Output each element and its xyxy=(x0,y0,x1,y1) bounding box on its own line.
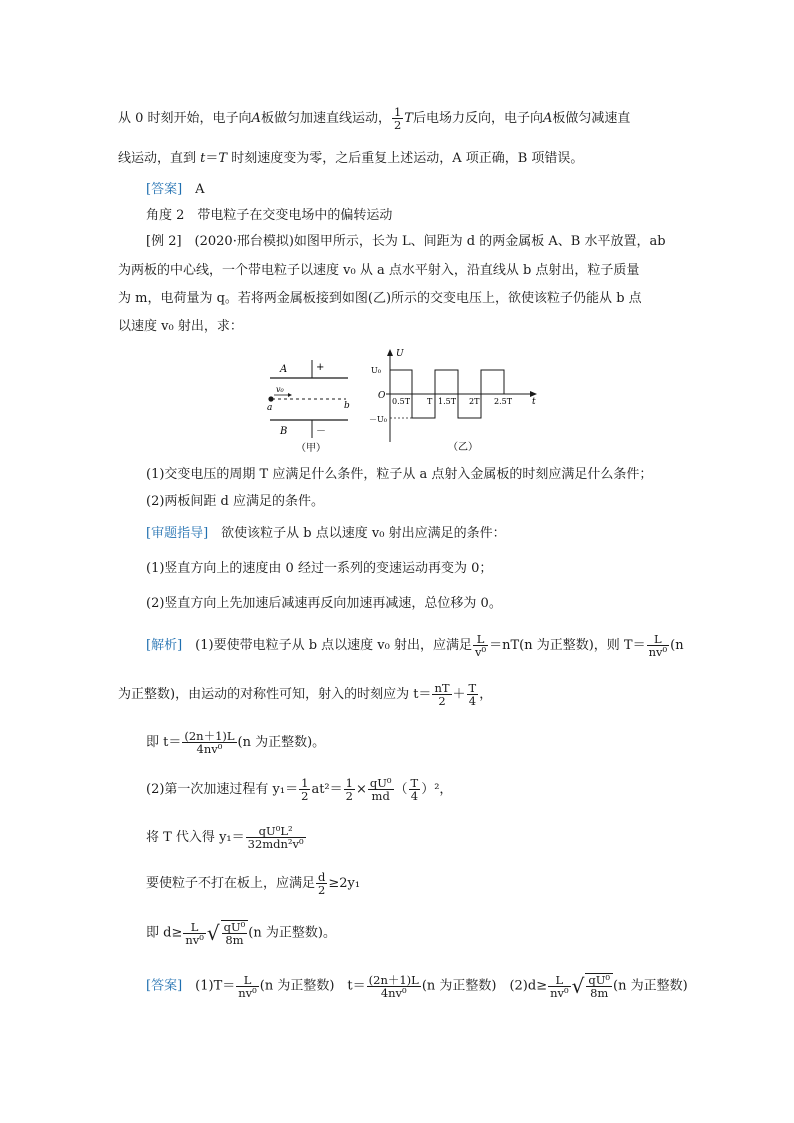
fraction xyxy=(392,106,403,131)
text: 为正整数)，由运动的对称性可知，射入的时刻应为 t＝ xyxy=(118,687,432,702)
answer-tag: [答案] xyxy=(146,182,183,197)
den: 4nv⁰ xyxy=(380,985,407,1000)
text: (n xyxy=(670,638,684,653)
fraction xyxy=(367,974,421,999)
tick-25t: 2.5T xyxy=(494,397,513,406)
label-minus: － xyxy=(316,426,326,437)
text: (1)要使带电粒子从 b 点以速度 v₀ 射出，应满足 xyxy=(195,638,472,653)
text: (n 为正整数) xyxy=(613,978,688,994)
text: 将 T 代入得 y₁＝ xyxy=(146,830,245,845)
num: qU⁰ xyxy=(223,920,246,934)
text: （ xyxy=(394,782,408,797)
fraction xyxy=(236,974,259,999)
solution-line xyxy=(118,682,492,707)
num: (2n＋1)L xyxy=(184,729,235,743)
num: T xyxy=(410,776,419,790)
num: qU⁰ xyxy=(588,973,611,987)
label-origin: O xyxy=(378,391,386,401)
fraction xyxy=(586,974,612,999)
fraction xyxy=(548,974,571,999)
question-2: (2)两板间距 d 应满足的条件。 xyxy=(146,494,325,509)
solution-line xyxy=(146,825,307,850)
text: 线运动，直到 xyxy=(118,151,197,166)
var: T xyxy=(404,111,413,126)
guide-text: 欲使该粒子从 b 点以速度 v₀ 射出应满足的条件： xyxy=(221,526,506,541)
guide-condition-1: (1)竖直方向上的速度由 0 经过一系列的变速运动再变为 0； xyxy=(146,561,493,576)
den: 2 xyxy=(438,694,446,708)
den: nv⁰ xyxy=(550,985,569,1000)
label-plus: + xyxy=(316,362,325,373)
fraction xyxy=(299,777,310,802)
num: T xyxy=(468,681,477,695)
fraction xyxy=(467,682,479,707)
sqrt-body xyxy=(221,920,249,946)
answer-line xyxy=(146,973,688,999)
text-line xyxy=(118,106,630,131)
den: md xyxy=(371,789,390,803)
den: 4nv⁰ xyxy=(196,742,223,756)
tick-05t: 0.5T xyxy=(392,397,411,406)
fraction xyxy=(409,777,421,802)
example-line: 以速度 v₀ 射出，求： xyxy=(118,319,243,334)
tick-15t: 1.5T xyxy=(438,397,457,406)
label-v0: v₀ xyxy=(276,385,284,394)
label-a-plate: A xyxy=(280,364,288,375)
den: 2 xyxy=(318,883,326,897)
question-1: (1)交变电压的周期 T 应满足什么条件，粒子从 a 点射入金属板的时刻应满足什么条件； xyxy=(146,467,653,482)
guide-tag: [审题指导] xyxy=(146,526,209,541)
solution-tag: [解析] xyxy=(146,638,183,653)
fraction xyxy=(222,921,248,946)
label-u: U xyxy=(396,349,404,359)
var: T xyxy=(218,151,228,166)
var: A xyxy=(542,111,553,126)
solution-line xyxy=(146,777,452,802)
num: 1 xyxy=(301,776,309,790)
tick-t: T xyxy=(427,397,433,406)
num: qU⁰ xyxy=(369,776,392,790)
text: 即 t＝ xyxy=(146,735,182,750)
num: L xyxy=(183,921,206,934)
example-line: [例 2] (2020·邢台模拟)如图甲所示，长为 L、间距为 d 的两金属板 A、B 水平放置，ab xyxy=(146,234,666,249)
text: (n 为正整数) t＝ xyxy=(259,978,366,994)
example-line: 为两板的中心线，一个带电粒子以速度 v₀ 从 a 点水平射入，沿直线从 b 点射出，粒子质量 xyxy=(118,263,640,278)
text-line xyxy=(118,150,583,168)
text: ＝nT(n 为正整数)，则 T＝ xyxy=(489,638,646,653)
fraction xyxy=(183,921,206,946)
figure-voltage xyxy=(366,344,542,458)
text: (n 为正整数) (2)d≥ xyxy=(421,978,548,994)
den: 8m xyxy=(225,933,244,947)
text: 要使粒子不打在板上，应满足 xyxy=(146,876,316,891)
num: L xyxy=(236,974,259,987)
guide-condition-2: (2)竖直方向上先加速后减速再反向加速再减速，总位移为 0。 xyxy=(146,596,502,611)
num: L xyxy=(647,633,670,646)
fraction xyxy=(647,633,670,658)
section-heading: 角度 2 带电粒子在交变电场中的偏转运动 xyxy=(146,208,393,223)
fraction xyxy=(316,871,327,896)
text: (n 为正整数)。 xyxy=(237,735,326,750)
label-b-plate: B xyxy=(280,426,288,437)
num: 1 xyxy=(345,776,353,790)
text: 后电场力反向，电子向 xyxy=(412,111,543,126)
den: v⁰ xyxy=(475,645,487,659)
particle xyxy=(268,396,273,401)
fraction xyxy=(246,825,306,850)
text: (1)T＝ xyxy=(195,978,236,994)
sqrt-icon: √ xyxy=(206,921,220,945)
text: ＋ xyxy=(452,687,466,702)
var: t xyxy=(200,151,206,166)
arrow-head xyxy=(288,393,292,397)
text: ）²， xyxy=(421,782,453,797)
caption-yi: （乙） xyxy=(448,442,478,453)
answer-line xyxy=(146,181,205,199)
sqrt-icon: √ xyxy=(571,974,585,998)
figure-plates xyxy=(262,350,362,458)
num: d xyxy=(318,870,326,884)
fraction xyxy=(368,777,394,802)
text: 板做匀加速直线运动， xyxy=(260,111,391,126)
den: 32mdn²v⁰ xyxy=(247,837,304,851)
text: 从 0 时刻开始，电子向 xyxy=(118,111,252,126)
text: 即 d≥ xyxy=(146,925,183,941)
text: (2)第一次加速过程有 y₁＝ xyxy=(146,782,299,797)
fraction xyxy=(473,633,488,658)
num: 1 xyxy=(393,105,402,119)
den: 2 xyxy=(301,789,309,803)
den: 4 xyxy=(468,694,477,708)
solution-line xyxy=(146,920,336,946)
answer-value: A xyxy=(195,182,205,197)
sqrt-body xyxy=(585,973,613,999)
num: L xyxy=(548,974,571,987)
label-b: b xyxy=(344,401,350,411)
num: L xyxy=(473,633,488,646)
text: (n 为正整数)。 xyxy=(248,925,336,941)
den: 4 xyxy=(410,789,419,803)
den: nv⁰ xyxy=(238,985,257,1000)
label-t: t xyxy=(532,397,536,407)
den: 2 xyxy=(345,789,353,803)
text: at²＝ xyxy=(311,782,343,797)
text: 板做匀减速直 xyxy=(552,111,631,126)
var: A xyxy=(251,111,261,126)
den: 8m xyxy=(590,986,609,1000)
label-a: a xyxy=(267,403,273,413)
fraction xyxy=(432,682,451,707)
text: ≥2y₁ xyxy=(328,876,361,891)
num: nT xyxy=(434,681,450,695)
caption-jia: （甲） xyxy=(296,443,326,454)
den: nv⁰ xyxy=(648,645,668,659)
text: ＝ xyxy=(205,151,219,166)
guide-line xyxy=(146,525,506,543)
den: nv⁰ xyxy=(185,932,204,947)
label-neg-u0: －U₀ xyxy=(369,415,387,424)
text: ， xyxy=(479,687,493,702)
example-line: 为 m，电荷量为 q。若将两金属板接到如图(乙)所示的交变电压上，欲使该粒子仍能从 b 点 xyxy=(118,291,642,306)
num: qU⁰L² xyxy=(246,825,306,838)
label-u0: U₀ xyxy=(371,366,381,375)
solution-line xyxy=(146,633,684,658)
text: × xyxy=(355,782,367,797)
tick-2t: 2T xyxy=(469,397,480,406)
num: (2n＋1)L xyxy=(368,972,419,987)
fraction xyxy=(344,777,355,802)
den: 2 xyxy=(393,118,402,132)
answer-tag: [答案] xyxy=(146,978,183,994)
u-arrow xyxy=(387,349,393,356)
text: 时刻速度变为零，之后重复上述运动，A 项正确，B 项错误。 xyxy=(231,151,584,166)
solution-line xyxy=(146,871,360,896)
solution-line xyxy=(146,730,325,755)
fraction xyxy=(182,730,236,755)
